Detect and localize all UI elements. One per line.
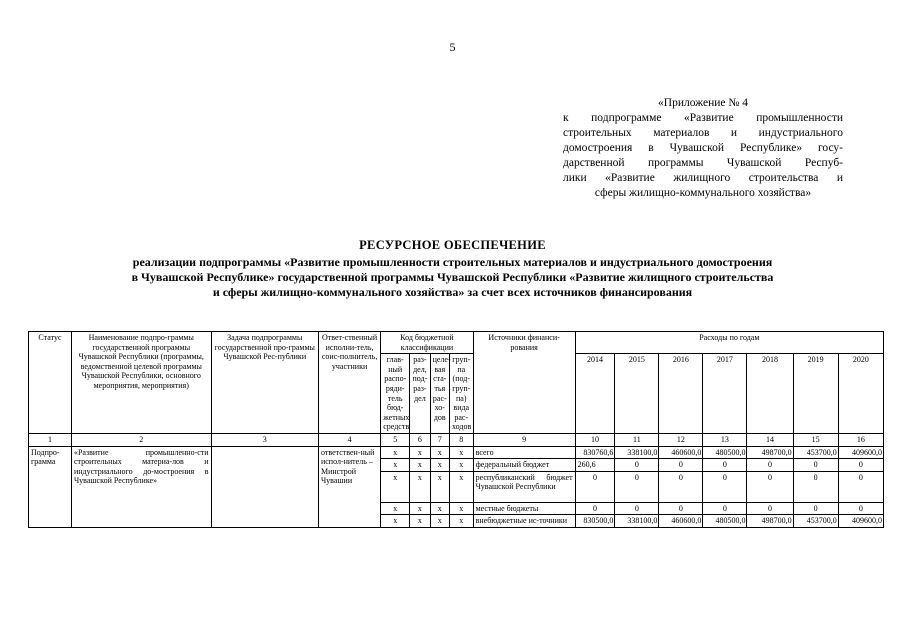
expense-value: 453700,0: [793, 515, 838, 528]
funding-source: федеральный бюджет: [473, 459, 575, 472]
header-year: 2018: [747, 354, 793, 434]
code-cell: х: [381, 502, 410, 515]
header-sources: Источники финанси-рования: [473, 332, 575, 434]
expense-value: 0: [659, 471, 703, 502]
header-year: 2020: [838, 354, 883, 434]
code-cell: х: [410, 459, 430, 472]
expense-value: 0: [703, 502, 747, 515]
document-title: [0, 238, 905, 300]
column-number: 8: [449, 433, 473, 446]
title-line: реализации подпрограммы «Развитие промышленности строительных материалов и индустриального домостроения: [132, 255, 773, 269]
code-cell: х: [381, 515, 410, 528]
header-task: Задача подпрограммы государственной про-граммы Чувашской Рес-публики: [211, 332, 318, 434]
appendix-line: дарственной программы Чувашской Респуб-: [563, 157, 843, 169]
column-number: 15: [793, 433, 838, 446]
expense-value: 830500,0: [575, 515, 615, 528]
expense-value: 0: [615, 459, 659, 472]
header-code-target: целе-вая ста-тья рас-хо-дов: [430, 354, 449, 434]
column-number: 3: [211, 433, 318, 446]
expense-value: 480500,0: [703, 515, 747, 528]
resource-table: [28, 331, 884, 528]
code-cell: х: [430, 446, 449, 459]
expense-value: 0: [747, 471, 793, 502]
code-cell: х: [449, 471, 473, 502]
expense-value: 0: [703, 459, 747, 472]
header-code-main-manager: глав-ный распо-ряди-тель бюд-жетных средств: [381, 354, 410, 434]
funding-source: внебюджетные ис-точники: [473, 515, 575, 528]
column-number: 7: [430, 433, 449, 446]
expense-value: 0: [747, 459, 793, 472]
row-status: Подпро-грамма: [29, 446, 72, 527]
code-cell: х: [410, 502, 430, 515]
table-row: [29, 446, 884, 459]
column-number: 9: [473, 433, 575, 446]
column-number: 5: [381, 433, 410, 446]
column-number: 12: [659, 433, 703, 446]
expense-value: 338100,0: [615, 515, 659, 528]
title-heading: РЕСУРСНОЕ ОБЕСПЕЧЕНИЕ: [359, 238, 546, 252]
code-cell: х: [410, 515, 430, 528]
expense-value: 260,6: [575, 459, 615, 472]
code-cell: х: [410, 471, 430, 502]
column-number: 1: [29, 433, 72, 446]
header-status: Статус: [29, 332, 72, 434]
expense-value: 0: [793, 459, 838, 472]
expense-value: 0: [615, 471, 659, 502]
column-number: 10: [575, 433, 615, 446]
appendix-line: к подпрограмме «Развитие промышленности: [563, 112, 843, 124]
header-name: Наименование подпро-граммы государственной программы Чувашской Республики (программы, ведомственной целевой программы Чувашской Республики, основного мероприятия, мероприятия): [71, 332, 211, 434]
appendix-line: сферы жилищно-коммунального хозяйства»: [594, 187, 812, 199]
expense-value: 460600,0: [659, 446, 703, 459]
code-cell: х: [449, 515, 473, 528]
column-number: 16: [838, 433, 883, 446]
title-line: и сферы жилищно-коммунального хозяйства» за счет всех источников финансирования: [212, 285, 693, 299]
expense-value: 498700,0: [747, 515, 793, 528]
expense-value: 0: [838, 471, 883, 502]
header-budget-code: Код бюджетной классификации: [381, 332, 473, 354]
appendix-line: строительных материалов и индустриального: [563, 127, 843, 139]
column-number: 4: [318, 433, 380, 446]
expense-value: 0: [793, 502, 838, 515]
column-number: 14: [747, 433, 793, 446]
column-number: 11: [615, 433, 659, 446]
code-cell: х: [381, 471, 410, 502]
column-number: 2: [71, 433, 211, 446]
row-executor: ответствен-ный испол-нитель – Минстрой Чувашии: [318, 446, 380, 527]
expense-value: 0: [703, 471, 747, 502]
column-number: 6: [410, 433, 430, 446]
code-cell: х: [449, 446, 473, 459]
code-cell: х: [410, 446, 430, 459]
expense-value: 0: [575, 502, 615, 515]
expense-value: 0: [838, 502, 883, 515]
expense-value: 460600,0: [659, 515, 703, 528]
code-cell: х: [430, 471, 449, 502]
header-year: 2015: [615, 354, 659, 434]
appendix-line: лики «Развитие жилищного строительства и: [563, 172, 843, 184]
expense-value: 409600,0: [838, 515, 883, 528]
code-cell: х: [430, 459, 449, 472]
code-cell: х: [430, 515, 449, 528]
expense-value: 0: [615, 502, 659, 515]
page-number: 5: [449, 40, 456, 54]
code-cell: х: [449, 502, 473, 515]
header-code-group: груп-па (под-груп-па) вида рас-ходов: [449, 354, 473, 434]
expense-value: 0: [659, 459, 703, 472]
code-cell: х: [381, 446, 410, 459]
expense-value: 453700,0: [793, 446, 838, 459]
expense-value: 0: [747, 502, 793, 515]
expense-value: 830760,6: [575, 446, 615, 459]
header-code-section: раз-дел, под-раз-дел: [410, 354, 430, 434]
code-cell: х: [449, 459, 473, 472]
expense-value: 338100,0: [615, 446, 659, 459]
expense-value: 0: [793, 471, 838, 502]
expense-value: 480500,0: [703, 446, 747, 459]
expense-value: 409600,0: [838, 446, 883, 459]
column-number: 13: [703, 433, 747, 446]
header-year: 2014: [575, 354, 615, 434]
row-subprogram-name: «Развитие промышленно-сти строительных материа-лов и индустриального до-мостроения в Чувашской Республике»: [71, 446, 211, 527]
header-year: 2016: [659, 354, 703, 434]
funding-source: республиканский бюджет Чувашской Республики: [473, 471, 575, 502]
header-year: 2017: [703, 354, 747, 434]
expense-value: 498700,0: [747, 446, 793, 459]
title-line: в Чувашской Республике» государственной программы Чувашской Республики «Развитие жилищного строительства: [131, 270, 774, 284]
expense-value: 0: [659, 502, 703, 515]
column-number-row: [29, 433, 884, 446]
expense-value: 0: [575, 471, 615, 502]
funding-source: местные бюджеты: [473, 502, 575, 515]
code-cell: х: [381, 459, 410, 472]
appendix-note: [563, 96, 843, 201]
appendix-line: «Приложение № 4: [658, 97, 748, 109]
expense-value: 0: [838, 459, 883, 472]
funding-source: всего: [473, 446, 575, 459]
code-cell: х: [430, 502, 449, 515]
row-task: [211, 446, 318, 527]
appendix-line: домостроения в Чувашской Республике» госу-: [563, 142, 843, 154]
header-executor: Ответ-ственный исполни-тель, соис-полнитель, участники: [318, 332, 380, 434]
header-year: 2019: [793, 354, 838, 434]
header-expenses: Расходы по годам: [575, 332, 883, 354]
